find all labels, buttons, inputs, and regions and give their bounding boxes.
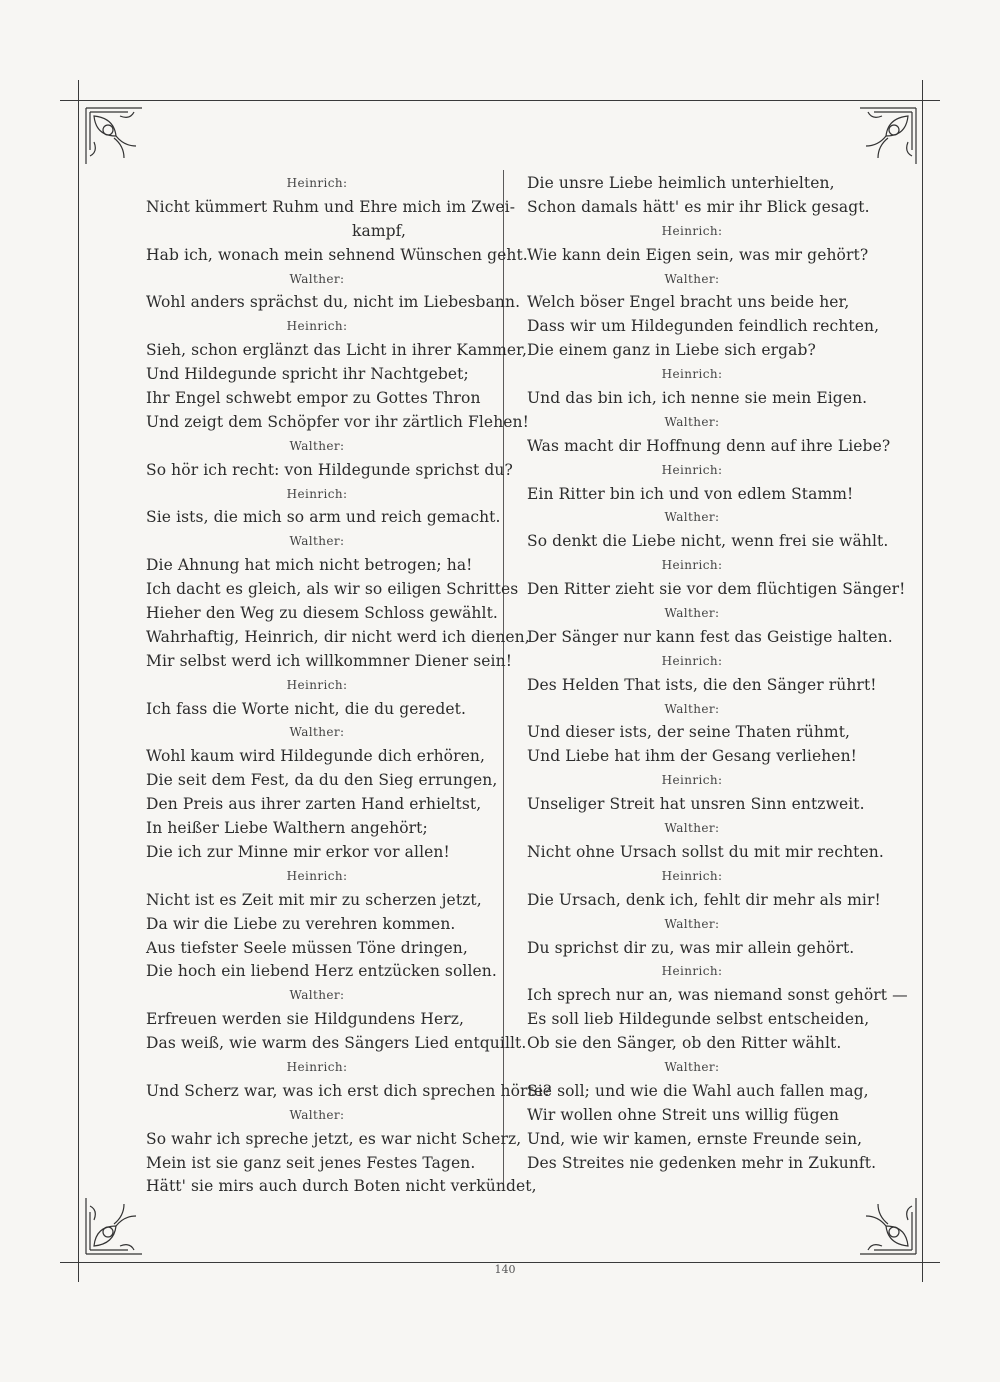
left-text-column: [146, 172, 552, 1199]
verse-line: Es soll lieb Hildegunde selbst entscheiden,: [527, 1010, 870, 1029]
verse-line: Wohl kaum wird Hildegunde dich erhören,: [146, 747, 485, 766]
speaker-label: Heinrich:: [286, 486, 348, 501]
verse-line: Schon damals hätt' es mir ihr Blick gesagt.: [527, 197, 870, 216]
verse-line: Die hoch ein liebend Herz entzücken sollen.: [146, 962, 497, 981]
verse-line: Ich dacht es gleich, als wir so eiligen Schrittes: [146, 580, 519, 599]
speaker-label: Walther:: [289, 534, 345, 549]
speaker-label: Walther:: [289, 1107, 345, 1122]
speaker-label: Walther:: [664, 510, 720, 525]
verse-line: Des Streites nie gedenken mehr in Zukunft.: [527, 1153, 877, 1172]
verse-line: Die Ahnung hat mich nicht betrogen; ha!: [146, 556, 473, 575]
speaker-label: Walther:: [664, 916, 720, 931]
verse-line: Mir selbst werd ich willkommner Diener sein!: [146, 651, 513, 670]
verse-line: Und Liebe hat ihm der Gesang verliehen!: [527, 747, 857, 766]
speaker-label: Walther:: [664, 1059, 720, 1074]
verse-line: Das weiß, wie warm des Sängers Lied entquillt.: [146, 1034, 527, 1053]
verse-line: Sie ists, die mich so arm und reich gemacht.: [146, 508, 501, 527]
verse-line: Und, wie wir kamen, ernste Freunde sein,: [527, 1129, 863, 1148]
verse-line: Ihr Engel schwebt empor zu Gottes Thron: [146, 389, 481, 408]
verse-line: Da wir die Liebe zu verehren kommen.: [146, 914, 456, 933]
verse-line: Wir wollen ohne Streit uns willig fügen: [527, 1105, 839, 1124]
speaker-label: Heinrich:: [286, 1059, 348, 1074]
verse-line: Nicht ohne Ursach sollst du mit mir rechten.: [527, 842, 884, 861]
verse-line: Ich fass die Worte nicht, die du geredet.: [146, 699, 466, 718]
speaker-label: Walther:: [289, 725, 345, 740]
speaker-label: Heinrich:: [286, 319, 348, 334]
speaker-label: Walther:: [289, 438, 345, 453]
verse-line: In heißer Liebe Walthern angehört;: [146, 819, 428, 838]
speaker-label: Heinrich:: [661, 558, 723, 573]
speaker-label: Heinrich:: [661, 367, 723, 382]
verse-line: Erfreuen werden sie Hildgundens Herz,: [146, 1010, 465, 1029]
verse-line: Und das bin ich, ich nenne sie mein Eigen.: [527, 389, 868, 408]
verse-line: Und Scherz war, was ich erst dich sprechen hörte?: [146, 1081, 552, 1100]
verse-line: Die unsre Liebe heimlich unterhielten,: [527, 174, 835, 192]
verse-line: Wohl anders sprächst du, nicht im Liebesbann.: [146, 293, 521, 312]
speaker-label: Walther:: [664, 606, 720, 621]
speaker-label: Walther:: [664, 414, 720, 429]
verse-line: So wahr ich spreche jetzt, es war nicht Scherz,: [146, 1129, 522, 1148]
verse-line: Mein ist sie ganz seit jenes Festes Tagen.: [146, 1153, 476, 1172]
corner-ornament-top-left: [84, 106, 146, 168]
corner-ornament-bottom-right: [856, 1194, 918, 1256]
verse-line: Die ich zur Minne mir erkor vor allen!: [146, 842, 450, 861]
right-text-column: [527, 172, 908, 1175]
left-frame-line: [78, 80, 79, 1282]
verse-line: Hätt' sie mirs auch durch Boten nicht verkündet,: [146, 1177, 537, 1196]
verse-line: Den Preis aus ihrer zarten Hand erhieltst,: [146, 795, 482, 814]
verse-line: Sie soll; und wie die Wahl auch fallen mag,: [527, 1081, 869, 1100]
verse-line: Sieh, schon erglänzt das Licht in ihrer Kammer,: [146, 341, 528, 360]
speaker-label: Heinrich:: [661, 653, 723, 668]
verse-line: Den Ritter zieht sie vor dem flüchtigen Sänger!: [527, 580, 906, 599]
verse-line: Und zeigt dem Schöpfer vor ihr zärtlich Flehen!: [146, 412, 529, 431]
verse-line: Welch böser Engel bracht uns beide her,: [527, 293, 850, 312]
verse-line: Die Ursach, denk ich, fehlt dir mehr als mir!: [527, 890, 881, 909]
top-frame-line: [60, 100, 940, 101]
verse-line: Wie kann dein Eigen sein, was mir gehört?: [527, 245, 869, 264]
speaker-label: Walther:: [289, 271, 345, 286]
speaker-label: Heinrich:: [661, 964, 723, 979]
speaker-label: Walther:: [664, 271, 720, 286]
verse-line: Des Helden That ists, die den Sänger rührt!: [527, 675, 877, 694]
verse-line: Und dieser ists, der seine Thaten rühmt,: [527, 723, 851, 742]
verse-line: Wahrhaftig, Heinrich, dir nicht werd ich dienen,: [146, 627, 530, 646]
speaker-label: Heinrich:: [286, 176, 348, 190]
speaker-label: Heinrich:: [661, 773, 723, 788]
speaker-label: Heinrich:: [661, 462, 723, 477]
corner-ornament-bottom-left: [84, 1194, 146, 1256]
verse-line-continuation: kampf,: [352, 221, 406, 240]
verse-line: So hör ich recht: von Hildegunde sprichst du?: [146, 460, 513, 479]
verse-line: Unseliger Streit hat unsren Sinn entzweit.: [527, 795, 865, 814]
speaker-label: Heinrich:: [286, 677, 348, 692]
verse-line: Ob sie den Sänger, ob den Ritter wählt.: [527, 1034, 842, 1053]
verse-line: Nicht kümmert Ruhm und Ehre mich im Zwei-: [146, 197, 516, 216]
verse-line: Ein Ritter bin ich und von edlem Stamm!: [527, 484, 854, 503]
speaker-label: Heinrich:: [661, 868, 723, 883]
verse-line: Du sprichst dir zu, was mir allein gehört.: [527, 938, 855, 957]
speaker-label: Walther:: [289, 988, 345, 1003]
verse-line: Nicht ist es Zeit mit mir zu scherzen jetzt,: [146, 890, 482, 909]
verse-line: Hab ich, wonach mein sehnend Wünschen geht.: [146, 245, 528, 264]
corner-ornament-top-right: [856, 106, 918, 168]
verse-line: So denkt die Liebe nicht, wenn frei sie wählt.: [527, 532, 889, 551]
page-number: 140: [494, 1263, 516, 1276]
verse-line: Dass wir um Hildegunden feindlich rechten,: [527, 317, 880, 336]
speaker-label: Walther:: [664, 701, 720, 716]
speaker-label: Heinrich:: [661, 223, 723, 238]
verse-line: Die seit dem Fest, da du den Sieg errungen,: [146, 771, 498, 790]
verse-line: Was macht dir Hoffnung denn auf ihre Liebe?: [527, 436, 891, 455]
speaker-label: Heinrich:: [286, 868, 348, 883]
verse-line: Hieher den Weg zu diesem Schloss gewählt.: [146, 604, 498, 623]
verse-line: Und Hildegunde spricht ihr Nachtgebet;: [146, 365, 469, 384]
verse-line: Der Sänger nur kann fest das Geistige halten.: [527, 627, 893, 646]
right-frame-line: [922, 80, 923, 1282]
verse-line: Ich sprech nur an, was niemand sonst gehört —: [527, 986, 908, 1005]
verse-line: Die einem ganz in Liebe sich ergab?: [527, 341, 816, 360]
verse-line: Aus tiefster Seele müssen Töne dringen,: [146, 938, 468, 957]
speaker-label: Walther:: [664, 821, 720, 836]
